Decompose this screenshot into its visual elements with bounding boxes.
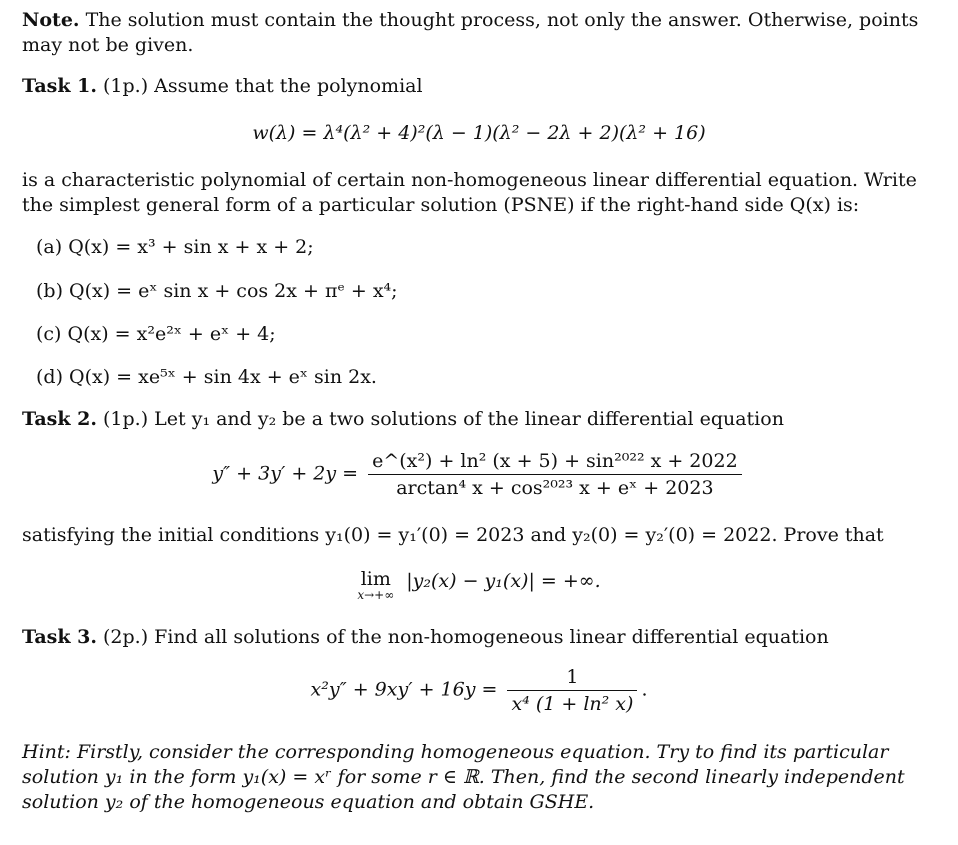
task2-points: (1p.) <box>103 408 149 430</box>
task3-denominator: x⁴ (1 + ln² x) <box>511 693 634 715</box>
task2-heading <box>22 407 940 432</box>
task3-points: (2p.) <box>103 626 149 648</box>
task3-period: . <box>641 678 648 701</box>
task1-label: Task 1. <box>22 75 97 97</box>
task1-body: is a characteristic polynomial of certain non-homogeneous linear differential equation. Write the simplest general form of a particular solution (PSNE) if the right-hand side Q(x) is: <box>22 169 917 216</box>
task3-heading <box>22 625 940 650</box>
task3-hint: Hint: Firstly, consider the corresponding homogeneous equation. Try to find its particular solution y₁ in the form y₁(x) = xʳ for some r ∈ ℝ. Then, find the second linearly independent solution y₂ of the homogeneous equation and obtain GSHE. <box>22 741 905 813</box>
note-label: Note. <box>22 9 80 31</box>
task1-item-a: (a) Q(x) = x³ + sin x + x + 2; <box>36 236 314 258</box>
task2-limit-expression: |y₂(x) − y₁(x)| = +∞. <box>406 570 601 592</box>
task2-fraction <box>368 450 742 499</box>
task3-label: Task 3. <box>22 626 97 648</box>
task1-intro: Assume that the polynomial <box>154 75 423 97</box>
task2-intro: Let y₁ and y₂ be a two solutions of the linear differential equation <box>154 408 784 430</box>
note-paragraph <box>22 8 940 58</box>
task3-equation <box>0 666 958 715</box>
task1-item-b: (b) Q(x) = eˣ sin x + cos 2x + πᵉ + x⁴; <box>36 280 398 302</box>
task1-points: (1p.) <box>103 75 149 97</box>
task2-conditions: satisfying the initial conditions y₁(0) = y₁′(0) = 2023 and y₂(0) = y₂′(0) = 2022. Prove that <box>22 524 884 546</box>
task3-fraction <box>507 666 637 715</box>
task1-heading <box>22 74 940 99</box>
task1-item-c: (c) Q(x) = x²e²ˣ + eˣ + 4; <box>36 323 276 345</box>
task2-equation <box>0 450 958 499</box>
task2-numerator: e^(x²) + ln² (x + 5) + sin²⁰²² x + 2022 <box>368 450 742 475</box>
task2-limit <box>0 570 958 602</box>
task3-intro: Find all solutions of the non-homogeneous linear differential equation <box>154 626 829 648</box>
task3-lhs: x²y″ + 9xy′ + 16y = <box>310 678 498 701</box>
task2-lhs: y″ + 3y′ + 2y = <box>212 462 359 485</box>
task2-denominator: arctan⁴ x + cos²⁰²³ x + eˣ + 2023 <box>396 477 714 499</box>
task1-equation: w(λ) = λ⁴(λ² + 4)²(λ − 1)(λ² − 2λ + 2)(λ² + 16) <box>252 122 706 144</box>
task2-limit-operator <box>357 570 394 602</box>
note-text: The solution must contain the thought process, not only the answer. Otherwise, points may not be given. <box>22 9 919 56</box>
task2-label: Task 2. <box>22 408 97 430</box>
task3-numerator: 1 <box>507 666 637 691</box>
lim-subscript: x→+∞ <box>357 588 395 602</box>
task1-item-d: (d) Q(x) = xe⁵ˣ + sin 4x + eˣ sin 2x. <box>36 366 377 388</box>
lim-text: lim <box>360 568 391 590</box>
